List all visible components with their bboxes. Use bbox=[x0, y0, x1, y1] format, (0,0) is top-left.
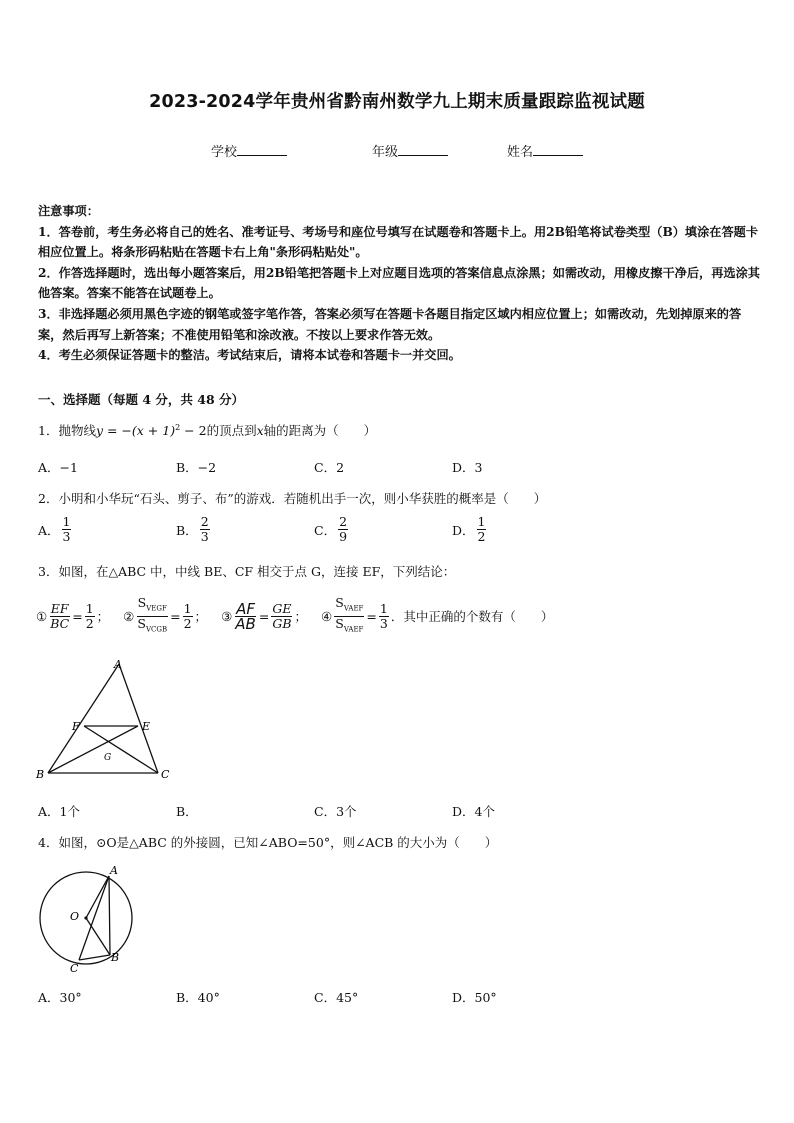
q2-b-den: 3 bbox=[200, 529, 209, 544]
page-title: 2023-2024学年贵州省黔南州数学九上期末质量跟踪监视试题 bbox=[149, 92, 645, 112]
label-b: B bbox=[36, 768, 45, 781]
q2-option-a[interactable] bbox=[38, 515, 73, 544]
c2-mark: ② bbox=[123, 608, 135, 624]
notice-item-4: 4．考生必须保证答题卡的整洁。考试结束后，请将本试卷和答题卡一并交回。 bbox=[38, 348, 461, 363]
c4-den: S bbox=[335, 615, 344, 631]
question-4: 4．如图，⊙O是△ABC 的外接圆，已知∠ABO=50°，则∠ACB 的大小为（ ） bbox=[38, 835, 498, 850]
q1-pre: 1．抛物线 bbox=[38, 423, 96, 438]
notice-heading: 注意事项： bbox=[38, 204, 99, 218]
q3-option-d[interactable]: D．4个 bbox=[452, 804, 495, 819]
question-2: 2．小明和小华玩“石头、剪子、布”的游戏．若随机出手一次，则小华获胜的概率是（ ） bbox=[38, 491, 547, 506]
label-c: C bbox=[161, 768, 170, 781]
label-g: G bbox=[104, 753, 112, 763]
c2-rfrac bbox=[183, 602, 193, 631]
q3-option-a[interactable]: A．1个 bbox=[38, 804, 80, 819]
q2-c-num: 2 bbox=[339, 514, 348, 529]
grade-field bbox=[372, 141, 448, 160]
c1-rden: 2 bbox=[85, 615, 94, 631]
q4-option-b[interactable]: B．40° bbox=[176, 990, 220, 1005]
c1-mark: ① bbox=[36, 608, 48, 624]
name-blank bbox=[533, 143, 583, 156]
c3-rden: GB bbox=[272, 615, 292, 631]
c2-rnum: 1 bbox=[183, 600, 192, 616]
c4-frac bbox=[334, 596, 364, 636]
c3-rnum: GE bbox=[272, 600, 292, 616]
q2-option-c[interactable] bbox=[314, 515, 350, 544]
c1-num: EF bbox=[50, 600, 69, 616]
q1-option-d[interactable]: D．3 bbox=[452, 460, 483, 475]
name-field bbox=[507, 141, 583, 160]
q4-option-a[interactable]: A．30° bbox=[38, 990, 82, 1005]
c2-eq: = bbox=[170, 608, 181, 624]
q2-c-den: 9 bbox=[339, 529, 348, 544]
q1-option-c[interactable]: C．2 bbox=[314, 460, 345, 475]
grade-blank bbox=[398, 143, 448, 156]
q1-formula-tail: − 2 bbox=[180, 423, 207, 438]
c2-den: S bbox=[137, 615, 146, 631]
c4-tail: ．其中正确的个数有（ ） bbox=[390, 609, 554, 624]
q2-d-fraction bbox=[477, 515, 487, 544]
q2-a-num: 1 bbox=[62, 514, 71, 529]
question-3: 3．如图，在△ABC 中，中线 BE、CF 相交于点 G，连接 EF，下列结论： bbox=[38, 564, 456, 579]
c4-rfrac bbox=[379, 602, 389, 631]
c3-eq: = bbox=[258, 608, 270, 624]
section-heading: 一、选择题（每题 4 分，共 48 分） bbox=[38, 392, 245, 407]
c4-rden: 3 bbox=[379, 615, 388, 631]
label-b: B bbox=[111, 951, 120, 964]
c1-rnum: 1 bbox=[85, 600, 94, 616]
c3-den: AB bbox=[235, 614, 256, 633]
q2-option-d[interactable] bbox=[452, 515, 488, 544]
label-e: E bbox=[142, 720, 151, 733]
c3-rfrac bbox=[271, 602, 292, 631]
q1-option-b[interactable]: B．−2 bbox=[176, 460, 217, 475]
q1-post2: 轴的距离为（ ） bbox=[263, 423, 377, 438]
notice-item-3: 3．非选择题必须用黑色字迹的钢笔或签字笔作答，答案必须写在答题卡各题目指定区域内相应位置上；如需改动，先划掉原来的答案，然后再写上新答案；不准使用铅笔和涂改液。不按以上要求作答无效。 bbox=[38, 306, 742, 342]
q1-post: 的顶点到 bbox=[206, 423, 257, 438]
c2-num: S bbox=[137, 595, 147, 610]
q2-c-label: C． bbox=[314, 522, 337, 538]
c3-num: AF bbox=[236, 599, 255, 618]
label-a: A bbox=[114, 658, 122, 671]
q2-b-label: B． bbox=[176, 522, 198, 538]
q1-var: x bbox=[256, 423, 264, 438]
c1-rfrac bbox=[85, 602, 95, 631]
c3-frac bbox=[234, 599, 257, 633]
c2-frac bbox=[136, 596, 168, 636]
q2-b-num: 2 bbox=[200, 514, 209, 529]
q2-d-den: 2 bbox=[477, 529, 486, 544]
c4-num: S bbox=[335, 595, 344, 610]
q3-option-c[interactable]: C．3个 bbox=[314, 804, 357, 819]
q2-c-fraction bbox=[338, 515, 348, 544]
q4-option-c[interactable]: C．45° bbox=[314, 990, 359, 1005]
grade-label: 年级 bbox=[372, 145, 399, 160]
c4-eq: = bbox=[366, 608, 377, 624]
c1-eq: = bbox=[72, 608, 83, 624]
school-label: 学校 bbox=[211, 145, 238, 160]
circle-figure bbox=[36, 862, 136, 978]
c2-num-sub: VEGF bbox=[146, 604, 167, 613]
q2-a-den: 3 bbox=[62, 529, 71, 544]
c3-mark: ③ bbox=[221, 608, 233, 624]
q1-formula: y = −(x + 1) bbox=[95, 423, 176, 438]
c2-den-sub: VCGB bbox=[145, 625, 168, 633]
q4-option-d[interactable]: D．50° bbox=[452, 990, 497, 1005]
q1-exponent: 2 bbox=[175, 422, 181, 432]
c4-mark: ④ bbox=[321, 608, 333, 624]
q2-b-fraction bbox=[200, 515, 210, 544]
q2-option-b[interactable] bbox=[176, 515, 212, 544]
c4-rnum: 1 bbox=[379, 600, 388, 616]
notice-item-1: 1．答卷前，考生务必将自己的姓名、准考证号、考场号和座位号填写在试题卷和答题卡上。用2B铅笔将试卷类型（B）填涂在答题卡相应位置上。将条形码粘贴在答题卡右上角"条形码粘贴处"。 bbox=[38, 224, 759, 260]
q3-option-b[interactable]: B． bbox=[176, 804, 198, 819]
school-field bbox=[211, 141, 287, 160]
c2-sep: ； bbox=[194, 609, 208, 624]
label-f: F bbox=[72, 720, 80, 733]
q2-a-fraction bbox=[62, 515, 72, 544]
notice-item-2: 2．作答选择题时，选出每小题答案后，用2B铅笔把答题卡上对应题目选项的答案信息点涂黑；如需改动，用橡皮擦干净后，再选涂其他答案。答案不能答在试题卷上。 bbox=[38, 265, 760, 301]
name-label: 姓名 bbox=[507, 145, 534, 160]
c3-sep: ； bbox=[294, 609, 308, 624]
q2-d-num: 1 bbox=[477, 514, 486, 529]
label-a: A bbox=[110, 864, 118, 877]
c4-num-sub: VAEF bbox=[343, 604, 364, 613]
label-o: O bbox=[70, 910, 80, 923]
q2-a-label: A． bbox=[38, 522, 60, 538]
c1-frac bbox=[49, 602, 70, 631]
c4-den-sub: VAEF bbox=[343, 625, 364, 633]
c1-sep: ； bbox=[96, 609, 110, 624]
q1-option-a[interactable]: A．−1 bbox=[38, 460, 78, 475]
triangle-figure bbox=[34, 656, 184, 786]
c2-rden: 2 bbox=[183, 615, 192, 631]
label-c: C bbox=[70, 962, 79, 975]
c1-den: BC bbox=[50, 615, 70, 631]
q3-conclusions bbox=[36, 596, 553, 636]
school-blank bbox=[237, 143, 287, 156]
question-1 bbox=[38, 421, 376, 439]
notice bbox=[38, 201, 760, 366]
q2-d-label: D． bbox=[452, 522, 475, 538]
